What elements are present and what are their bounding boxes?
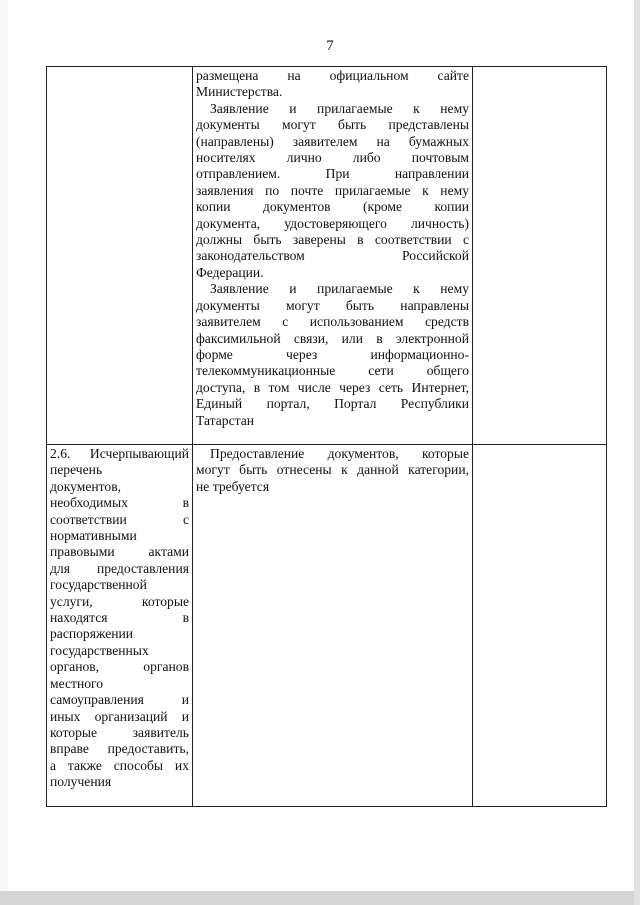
row-2-label-cell — [47, 445, 193, 807]
content-paragraph — [196, 446, 469, 495]
content-line: должны быть заверены в соответствии с — [196, 232, 469, 248]
content-line: Федерации. — [196, 264, 264, 280]
label-line: услуги, которые — [50, 593, 189, 609]
label-line: правовыми актами — [50, 544, 189, 560]
row-1-content-cell — [193, 67, 473, 445]
label-line: получения — [50, 774, 112, 790]
content-line: копии документов (кроме копии — [196, 199, 469, 215]
label-line: государственной — [50, 577, 147, 593]
label-line: иных организаций и — [50, 708, 189, 724]
row-1-label-cell — [47, 67, 193, 445]
row-2-content-cell — [193, 445, 473, 807]
label-line: вправе предоставить, — [50, 741, 189, 757]
page-right-edge — [634, 0, 640, 905]
content-line: форме через информационно- — [196, 346, 469, 362]
page-number: 7 — [326, 38, 334, 54]
content-line: Татарстан — [196, 412, 255, 428]
label-line: для предоставления — [50, 560, 189, 576]
content-line: носителях лично либо почтовым — [196, 150, 469, 166]
content-line: телекоммуникационные сети общего — [196, 363, 469, 379]
content-paragraph — [196, 101, 469, 281]
row-label — [50, 446, 189, 791]
content-line: Заявление и прилагаемые к нему — [210, 100, 469, 116]
content-paragraph — [196, 281, 469, 429]
content-line: заявителем с использованием средств — [196, 314, 469, 330]
content-line: Министерства. — [196, 84, 283, 100]
regulation-table — [46, 66, 607, 807]
page-bottom-edge — [0, 891, 640, 905]
label-line: соответствии с — [50, 511, 189, 527]
label-line: распоряжении — [50, 626, 134, 642]
label-line: 2.6. Исчерпывающий — [50, 446, 189, 461]
content-line: Заявление и прилагаемые к нему — [210, 281, 469, 297]
content-line: заявления по почте прилагаемые к нему — [196, 182, 469, 198]
content-line: Предоставление документов, которые — [210, 446, 469, 461]
content-line: могут быть отнесены к данной категории, — [196, 462, 469, 478]
content-line: факсимильной связи, или в электронной — [196, 330, 469, 346]
label-line: документов, — [50, 478, 122, 494]
label-line: а также способы их — [50, 757, 189, 773]
content-paragraph — [196, 68, 469, 101]
content-line: (направлены) заявителем на бумажных — [196, 133, 469, 149]
label-line: которые заявитель — [50, 724, 189, 740]
content-line: документы могут быть направлены — [196, 297, 469, 313]
row-1-note-cell — [473, 67, 607, 445]
label-line: нормативными — [50, 528, 137, 544]
row-2-note-cell — [473, 445, 607, 807]
table-row-2 — [47, 445, 607, 807]
content-line: документа, удостоверяющего личность) — [196, 215, 469, 231]
content-line: отправлением. При направлении — [196, 166, 469, 182]
table-row-1 — [47, 67, 607, 445]
label-line: самоуправления и — [50, 692, 189, 708]
content-line: доступа, в том числе через сеть Интернет, — [196, 379, 469, 395]
content-line: не требуется — [196, 478, 270, 494]
label-line: органов, органов — [50, 659, 189, 675]
content-line: Единый портал, Портал Республики — [196, 396, 469, 412]
content-line: законодательством Российской — [196, 248, 469, 264]
label-line: государственных — [50, 642, 149, 658]
content-line: документы могут быть представлены — [196, 117, 469, 133]
label-line: местного — [50, 675, 104, 691]
content-line: размещена на официальном сайте — [196, 68, 469, 83]
label-line: необходимых в — [50, 495, 189, 511]
label-line: находятся в — [50, 610, 189, 626]
label-line: перечень — [50, 462, 103, 478]
